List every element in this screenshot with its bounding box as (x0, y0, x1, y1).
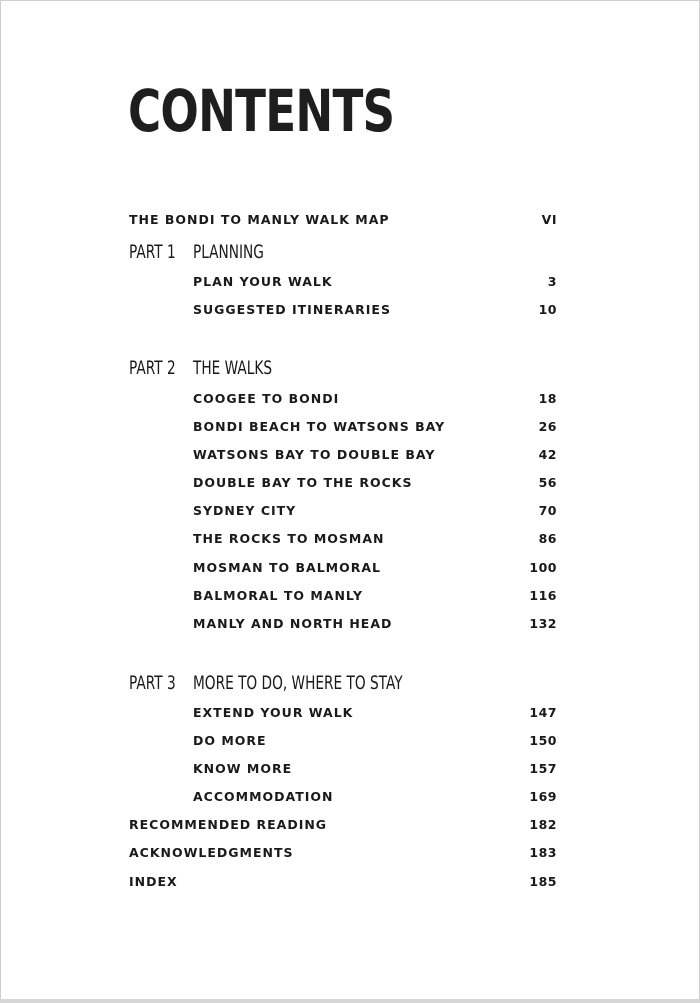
toc-entry[interactable] (193, 389, 557, 409)
part-number: PART 3 (129, 672, 176, 694)
toc-entry-page: 86 (538, 531, 557, 546)
toc-entry-label: BONDI BEACH TO WATSONS BAY (193, 419, 446, 434)
toc-entry-page: 42 (538, 447, 557, 462)
toc-entry[interactable] (193, 614, 557, 634)
toc-entry-page: 150 (529, 733, 557, 748)
toc-entry[interactable] (193, 731, 557, 751)
toc-entry-page: 182 (529, 817, 557, 832)
toc-entry-page: 56 (538, 475, 557, 490)
toc-entry-label: INDEX (129, 874, 178, 889)
toc-entry-label: WATSONS BAY TO DOUBLE BAY (193, 447, 436, 462)
toc-entry-label: MANLY AND NORTH HEAD (193, 616, 393, 631)
part-number: PART 2 (129, 357, 176, 379)
toc-entry[interactable] (193, 445, 557, 465)
toc-entry[interactable] (193, 558, 557, 578)
toc-entry-label: SUGGESTED ITINERARIES (193, 302, 391, 317)
toc-entry-page: 70 (538, 503, 557, 518)
toc-entry-page: 185 (529, 874, 557, 889)
page-title: CONTENTS (128, 77, 395, 145)
toc-entry-page: 147 (529, 705, 557, 720)
toc-entry-label: EXTEND YOUR WALK (193, 705, 354, 720)
toc-entry[interactable] (193, 529, 557, 549)
toc-entry-back-matter[interactable] (129, 843, 557, 863)
part-number: PART 1 (129, 241, 176, 263)
toc-entry-label: BALMORAL TO MANLY (193, 588, 363, 603)
toc-entry-page: 3 (547, 274, 557, 289)
toc-entry-page: 10 (538, 302, 557, 317)
toc-entry-page: VI (541, 212, 557, 227)
toc-entry-page: 157 (529, 761, 557, 776)
part-1-heading[interactable] (129, 239, 557, 265)
toc-entry[interactable] (193, 759, 557, 779)
toc-entry-label: COOGEE TO BONDI (193, 391, 340, 406)
toc-entry-page: 116 (529, 588, 557, 603)
toc-entry[interactable] (193, 703, 557, 723)
toc-entry-label: PLAN YOUR WALK (193, 274, 333, 289)
toc-entry-page: 169 (529, 789, 557, 804)
toc-entry-page: 18 (538, 391, 557, 406)
toc-entry-page: 26 (538, 419, 557, 434)
toc-entry-label: SYDNEY CITY (193, 503, 297, 518)
part-title: MORE TO DO, WHERE TO STAY (193, 672, 403, 694)
toc-entry-page: 132 (529, 616, 557, 631)
part-2-heading[interactable] (129, 355, 557, 381)
toc-entry[interactable] (193, 787, 557, 807)
toc-entry-map[interactable] (129, 210, 557, 230)
toc-entry-label: MOSMAN TO BALMORAL (193, 560, 381, 575)
toc-entry-label: DO MORE (193, 733, 267, 748)
toc-entry[interactable] (193, 417, 557, 437)
toc-entry[interactable] (193, 586, 557, 606)
toc-entry-label: DOUBLE BAY TO THE ROCKS (193, 475, 413, 490)
toc-entry-back-matter[interactable] (129, 815, 557, 835)
part-title: PLANNING (193, 241, 264, 263)
toc-entry-label: RECOMMENDED READING (129, 817, 328, 832)
toc-entry-label: ACKNOWLEDGMENTS (129, 845, 294, 860)
page-bottom-edge (0, 999, 700, 1003)
toc-entry-label: KNOW MORE (193, 761, 293, 776)
part-title: THE WALKS (193, 357, 273, 379)
toc-entry-back-matter[interactable] (129, 872, 557, 892)
toc-entry[interactable] (193, 473, 557, 493)
toc-entry-page: 100 (529, 560, 557, 575)
toc-entry-label: THE BONDI TO MANLY WALK MAP (129, 212, 390, 227)
part-3-heading[interactable] (129, 670, 557, 696)
toc-entry-label: THE ROCKS TO MOSMAN (193, 531, 385, 546)
toc-entry-page: 183 (529, 845, 557, 860)
toc-entry[interactable] (193, 300, 557, 320)
toc-entry[interactable] (193, 501, 557, 521)
toc-entry[interactable] (193, 272, 557, 292)
toc-entry-label: ACCOMMODATION (193, 789, 334, 804)
